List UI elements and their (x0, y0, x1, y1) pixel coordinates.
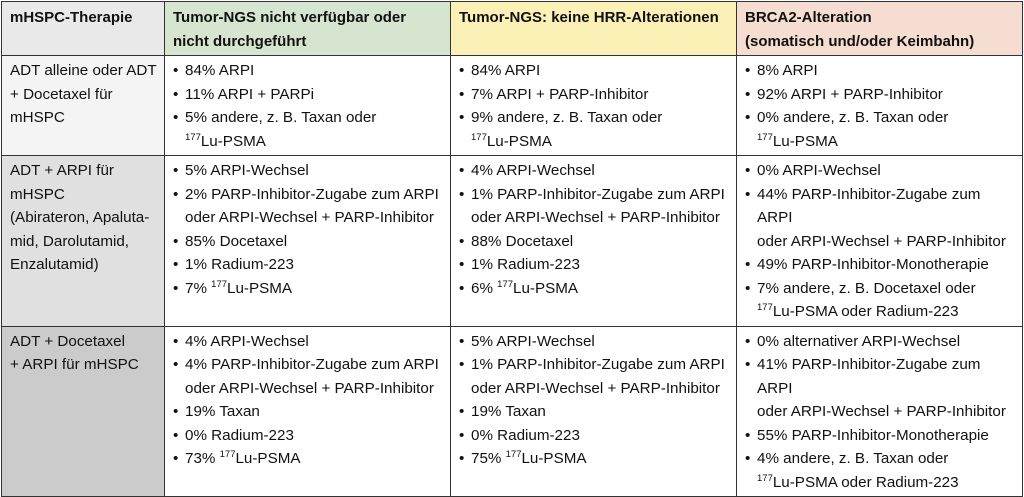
list-item (745, 424, 1016, 448)
list-item (745, 159, 1016, 183)
list-item-continuation (745, 400, 1016, 424)
isotope-superscript: 177 (185, 131, 201, 143)
table-cell (737, 56, 1023, 156)
list-item-continuation (459, 206, 730, 230)
list-item (173, 424, 444, 448)
list-item-continuation (459, 377, 730, 401)
item-text: 44% PARP-Inhibitor-Zugabe zum ARPI (757, 185, 981, 226)
list-item-continuation (745, 230, 1016, 254)
list-item (459, 253, 730, 277)
bullet-list (745, 330, 1016, 495)
item-text: 84% ARPI (471, 62, 541, 79)
list-item (459, 353, 730, 377)
list-item (459, 59, 730, 83)
bullet-list (745, 159, 1016, 324)
bullet-list (459, 159, 730, 300)
item-text: 5% andere, z. B. Taxan oder (185, 109, 377, 126)
list-item (459, 159, 730, 183)
list-item (173, 159, 444, 183)
header-mhspc-therapie: mHSPC-Therapie (2, 2, 165, 56)
table-cell (737, 326, 1023, 497)
item-text: 49% PARP-Inhibitor-Monotherapie (757, 256, 989, 273)
item-text: oder ARPI-Wechsel + PARP-Inhibitor (471, 379, 720, 397)
item-prefix: 73% (185, 450, 220, 467)
item-text: 8% ARPI (757, 62, 818, 79)
isotope-superscript: 177 (497, 278, 514, 290)
item-text: 1% PARP-Inhibitor-Zugabe zum ARPI (471, 356, 725, 373)
item-text: Lu-PSMA oder Radium-223 (772, 473, 959, 491)
table-row (2, 156, 1023, 327)
item-text: oder ARPI-Wechsel + PARP-Inhibitor (185, 379, 434, 397)
list-item (459, 330, 730, 354)
table-cell (451, 156, 737, 327)
list-item-continuation (745, 471, 1016, 495)
bullet-list (173, 159, 444, 300)
item-text: 2% PARP-Inhibitor-Zugabe zum ARPI (185, 185, 439, 203)
list-item-continuation (173, 377, 444, 401)
isotope-superscript: 177 (757, 131, 773, 143)
list-item-continuation (459, 130, 730, 154)
item-prefix: 75% (471, 450, 506, 467)
item-text: 88% Docetaxel (471, 232, 574, 250)
list-item (173, 59, 444, 83)
list-item (173, 330, 444, 354)
item-text: Lu-PSMA (235, 450, 301, 467)
item-text: Lu-PSMA (521, 450, 587, 467)
item-text: Lu-PSMA (486, 132, 552, 150)
item-text: 1% PARP-Inhibitor-Zugabe zum ARPI (471, 185, 725, 203)
list-item (173, 106, 444, 130)
list-item (459, 400, 730, 424)
list-item (745, 447, 1016, 471)
isotope-superscript: 177 (757, 302, 773, 313)
list-item-continuation (745, 300, 1016, 324)
list-item (173, 447, 444, 471)
item-text: 0% andere, z. B. Taxan oder (757, 109, 949, 126)
item-text: 0% alternativer ARPI-Wechsel (757, 332, 961, 350)
item-text: 1% Radium-223 (471, 256, 580, 273)
table-cell (165, 156, 451, 327)
isotope-superscript: 177 (471, 131, 487, 143)
item-text: Lu-PSMA (200, 132, 266, 150)
item-text: Lu-PSMA (227, 279, 293, 297)
item-text: 4% ARPI-Wechsel (471, 162, 595, 179)
list-item (745, 330, 1016, 354)
row-label: ADT + Docetaxel + ARPI für mHSPC (2, 326, 165, 497)
list-item (745, 59, 1016, 83)
table-cell (451, 56, 737, 156)
row-label: ADT + ARPI für mHSPC (Abirateron, Apaluta- mid, Darolutamid, Enzalutamid) (2, 156, 165, 327)
bullet-list (173, 59, 444, 153)
bullet-list (459, 59, 730, 153)
list-item (745, 183, 1016, 230)
list-item-continuation (745, 130, 1016, 154)
item-text: Lu-PSMA oder Radium-223 (772, 303, 959, 320)
list-item (459, 183, 730, 207)
item-text: 11% ARPI + PARPi (185, 85, 315, 103)
table-row (2, 326, 1023, 497)
table-cell (451, 326, 737, 497)
list-item (173, 400, 444, 424)
item-prefix: 7% (185, 279, 212, 297)
header-row (2, 2, 1023, 56)
item-text: 92% ARPI + PARP-Inhibitor (757, 85, 943, 103)
therapy-table (1, 1, 1023, 497)
item-text: 4% andere, z. B. Taxan oder (757, 450, 949, 467)
item-prefix: 6% (471, 279, 498, 297)
item-text: 0% ARPI-Wechsel (757, 162, 881, 179)
list-item-continuation (173, 130, 444, 154)
list-item (459, 424, 730, 448)
list-item (745, 253, 1016, 277)
item-text: 55% PARP-Inhibitor-Monotherapie (757, 426, 989, 444)
table-row (2, 56, 1023, 156)
item-text: 9% andere, z. B. Taxan oder (471, 109, 663, 126)
item-text: 4% ARPI-Wechsel (185, 332, 309, 350)
list-item (745, 353, 1016, 400)
list-item (459, 277, 730, 301)
item-text: 7% ARPI + PARP-Inhibitor (471, 85, 649, 103)
item-text: 0% Radium-223 (185, 426, 294, 444)
list-item (745, 277, 1016, 301)
list-item (745, 83, 1016, 107)
list-item (173, 183, 444, 207)
header-brca2-alteration: BRCA2-Alteration (somatisch und/oder Keimbahn) (737, 2, 1023, 56)
item-text: oder ARPI-Wechsel + PARP-Inhibitor (757, 232, 1006, 250)
bullet-list (745, 59, 1016, 153)
list-item (173, 277, 444, 301)
table-cell (737, 156, 1023, 327)
list-item (459, 230, 730, 254)
row-label: ADT alleine oder ADT + Docetaxel für mHSPC (2, 56, 165, 156)
item-text: oder ARPI-Wechsel + PARP-Inhibitor (757, 403, 1006, 420)
list-item (173, 83, 444, 107)
item-text: 1% Radium-223 (185, 256, 294, 273)
item-text: Lu-PSMA (513, 279, 579, 297)
list-item (173, 253, 444, 277)
item-text: 19% Taxan (471, 403, 546, 420)
table-cell (165, 56, 451, 156)
header-ngs-not-available: Tumor-NGS nicht verfügbar oder nicht durchgeführt (165, 2, 451, 56)
item-text: 85% Docetaxel (185, 232, 288, 250)
list-item (173, 353, 444, 377)
item-text: oder ARPI-Wechsel + PARP-Inhibitor (471, 209, 720, 226)
list-item (173, 230, 444, 254)
list-item (745, 106, 1016, 130)
item-text: oder ARPI-Wechsel + PARP-Inhibitor (185, 209, 434, 226)
isotope-superscript: 177 (505, 449, 522, 460)
isotope-superscript: 177 (757, 472, 773, 484)
isotope-superscript: 177 (211, 278, 228, 290)
table-cell (165, 326, 451, 497)
list-item (459, 83, 730, 107)
item-text: 5% ARPI-Wechsel (185, 162, 309, 179)
list-item (459, 447, 730, 471)
bullet-list (173, 330, 444, 471)
list-item (459, 106, 730, 130)
list-item-continuation (173, 206, 444, 230)
item-text: Lu-PSMA (772, 132, 838, 150)
item-text: 4% PARP-Inhibitor-Zugabe zum ARPI (185, 356, 439, 373)
isotope-superscript: 177 (219, 449, 236, 460)
item-text: 19% Taxan (185, 403, 260, 420)
item-text: 0% Radium-223 (471, 426, 580, 444)
item-text: 41% PARP-Inhibitor-Zugabe zum ARPI (757, 356, 981, 397)
item-text: 5% ARPI-Wechsel (471, 332, 595, 350)
header-ngs-no-hrr: Tumor-NGS: keine HRR-Alterationen (451, 2, 737, 56)
item-text: 7% andere, z. B. Docetaxel oder (757, 279, 976, 297)
item-text: 84% ARPI (185, 62, 255, 79)
bullet-list (459, 330, 730, 471)
